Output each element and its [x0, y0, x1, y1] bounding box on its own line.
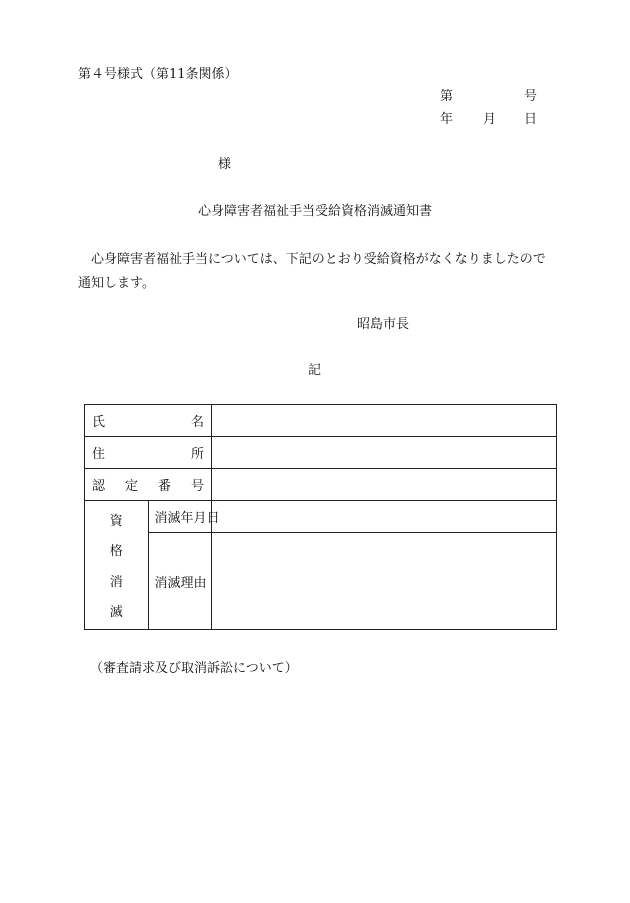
address-value-cell[interactable] [212, 437, 557, 469]
lapse-date-label-cell [148, 501, 220, 533]
lapse-date-value-cell[interactable] [212, 501, 557, 533]
address-label-cell [85, 437, 212, 469]
issuer-name: 昭島市長 [357, 317, 410, 332]
cert-label-char: 番 [157, 479, 171, 494]
addressee-honorific: 様 [218, 157, 232, 172]
lapse-reason-label-char: 滅 [167, 575, 181, 591]
date-month-label: 月 [483, 112, 497, 127]
lapse-reason-label-cell [148, 533, 212, 630]
notice-body: 心身障害者福祉手当については、下記のとおり受給資格がなくなりましたので通知します。 [78, 252, 546, 291]
address-label-char: 所 [190, 447, 204, 462]
qualification-lapse-group-label [85, 501, 149, 630]
cert-number-label-cell [85, 469, 212, 501]
document-number-label: 第 [440, 89, 454, 104]
cert-number-row [85, 469, 557, 501]
cert-label-char: 認 [92, 479, 106, 494]
lapse-date-row [85, 501, 557, 533]
cert-number-value-cell[interactable] [212, 469, 557, 501]
group-label-char: 滅 [109, 604, 123, 620]
appeal-note-heading: （審査請求及び取消訴訟について） [90, 661, 298, 676]
name-label-cell [85, 405, 212, 437]
group-label-char: 格 [109, 544, 123, 560]
name-label-char: 氏 [92, 415, 106, 430]
form-number: 第４号様式（第11条関係） [78, 67, 238, 82]
group-label-char: 資 [109, 514, 123, 529]
cert-label-char: 定 [124, 479, 138, 494]
document-title: 心身障害者福祉手当受給資格消滅通知書 [197, 204, 432, 219]
name-value-cell[interactable] [212, 405, 557, 437]
address-row [85, 437, 557, 469]
lapse-date-label-char: 月 [193, 511, 207, 526]
lapse-date-label-char: 日 [206, 511, 220, 526]
lapse-date-label-char: 滅 [167, 511, 181, 526]
lapse-reason-label-char: 理 [180, 575, 194, 591]
date-day-label: 日 [524, 112, 538, 127]
document-number-suffix: 号 [524, 89, 538, 104]
group-label-char: 消 [109, 574, 123, 590]
lapse-reason-row [85, 533, 557, 630]
cert-label-char: 号 [190, 479, 204, 494]
lapse-date-label-char: 消 [154, 511, 168, 526]
date-year-label: 年 [440, 112, 454, 127]
record-table [84, 404, 557, 630]
lapse-reason-label-char: 消 [154, 575, 168, 591]
lapse-reason-value-cell[interactable] [212, 533, 557, 630]
record-heading: 記 [308, 363, 322, 378]
name-row [85, 405, 557, 437]
name-label-char: 名 [190, 415, 204, 430]
lapse-reason-label-char: 由 [193, 575, 207, 591]
address-label-char: 住 [92, 447, 106, 462]
lapse-date-label-char: 年 [180, 511, 194, 526]
